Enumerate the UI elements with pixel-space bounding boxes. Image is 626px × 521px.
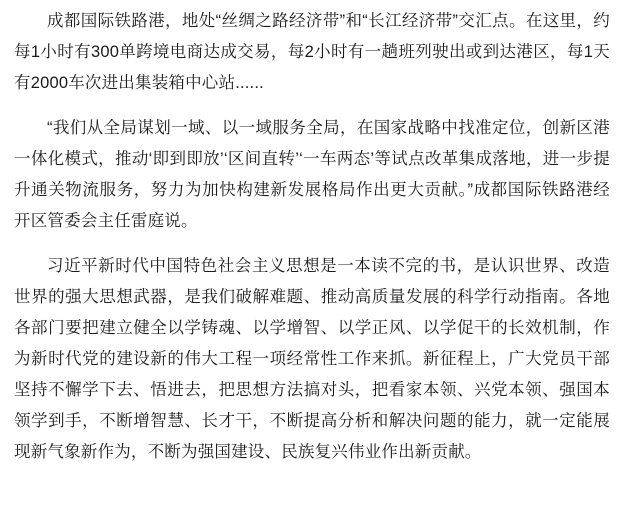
paragraph-2: “我们从全局谋划一域、以一域服务全局，在国家战略中找准定位，创新区港一体化模式，推动‘即到即放’‘区间直转’‘一车两态’等试点改革集成落地，进一步提升通关物流服务，努力为加快构建新发展格局作出更大贡献。”成都国际铁路港经开区管委会主任雷庭说。 — [14, 119, 610, 230]
paragraph-1: 成都国际铁路港，地处“丝绸之路经济带”和“长江经济带”交汇点。在这里，约每1小时有300单跨境电商达成交易，每2小时有一趟班列驶出或到达港区，每1天有2000车次进出集装箱中心站...... — [14, 12, 610, 92]
paragraph-3: 习近平新时代中国特色社会主义思想是一本读不完的书，是认识世界、改造世界的强大思想武器，是我们破解难题、推动高质量发展的科学行动指南。各地各部门要把建立健全以学铸魂、以学增智、以学正风、以学促干的长效机制，作为新时代党的建设新的伟大工程一项经常性工作来抓。新征程上，广大党员干部坚持不懈学下去、悟进去，把思想方法搞对头，把看家本领、兴党本领、强国本领学到手，不断增智慧、长才干，不断提高分析和解决问题的能力，就一定能展现新气象新作为，不断为强国建设、民族复兴伟业作出新贡献。 — [14, 257, 610, 461]
